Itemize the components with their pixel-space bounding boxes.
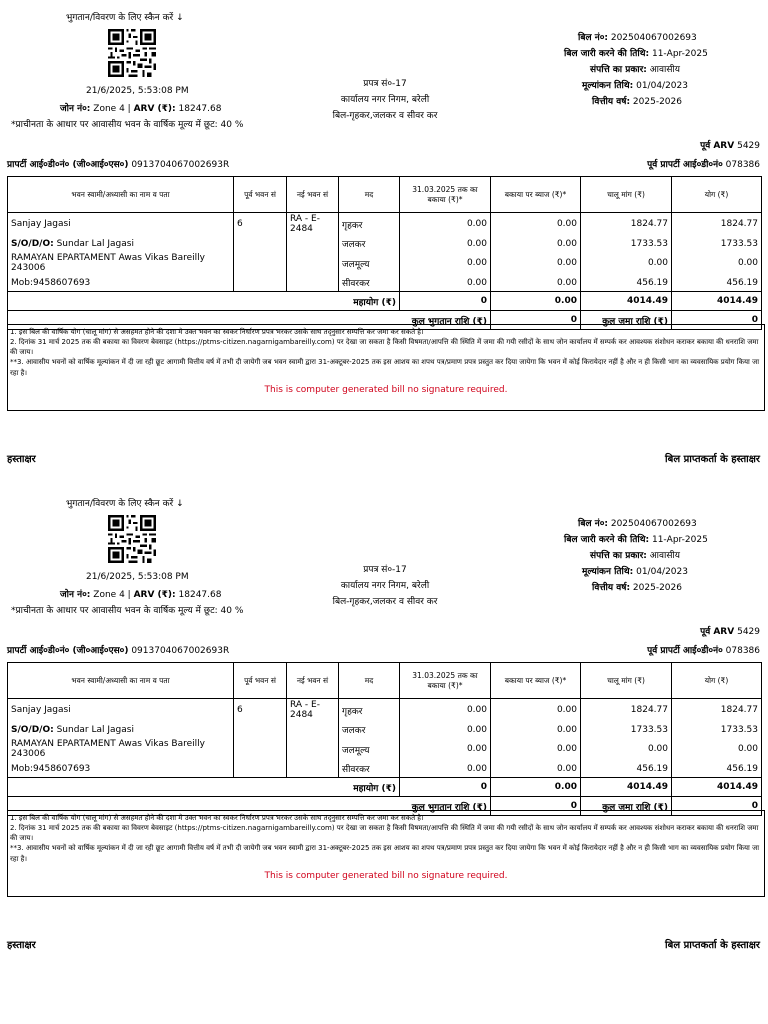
current-demand-cell: 456.19 bbox=[581, 760, 672, 778]
paid-value: 0 bbox=[491, 797, 581, 816]
owner-cell: S/O/D/O: Sundar Lal Jagasi bbox=[8, 721, 234, 738]
current-demand-cell: 1733.53 bbox=[581, 235, 672, 252]
form-number: प्रपत्र सं०-17 bbox=[363, 79, 407, 89]
column-header: भवन स्वामी/अध्यासी का नाम व पता bbox=[8, 177, 234, 213]
interest-cell: 0.00 bbox=[491, 235, 581, 252]
paid-label: कुल भुगतान राशि (₹) bbox=[8, 797, 491, 816]
scan-instruction: भुगतान/विवरण के लिए स्कैन करें ↓ bbox=[66, 499, 184, 509]
interest-cell: 0.00 bbox=[491, 699, 581, 722]
current-demand-cell: 1824.77 bbox=[581, 699, 672, 722]
signature-label: हस्ताक्षर bbox=[7, 940, 36, 951]
column-header: योग (₹) bbox=[672, 177, 762, 213]
interest-cell: 0.00 bbox=[491, 738, 581, 760]
new-number-cell bbox=[287, 235, 339, 252]
table-row bbox=[8, 235, 762, 252]
column-header: पूर्व भवन सं bbox=[234, 177, 287, 213]
arrow-down-icon: ↓ bbox=[176, 499, 184, 509]
grand-total-label: महायोग (₹) bbox=[8, 778, 400, 797]
item-cell: जलकर bbox=[339, 235, 400, 252]
grand-total: 4014.49 bbox=[672, 778, 762, 797]
previous-arv: पूर्व ARV 5429 bbox=[700, 627, 760, 637]
financial-year: वित्तीय वर्ष: 2025-2026 bbox=[592, 97, 682, 107]
old-number-cell bbox=[234, 252, 287, 274]
qr-code-icon[interactable] bbox=[106, 29, 158, 77]
paid-label: कुल भुगतान राशि (₹) bbox=[8, 311, 491, 330]
note-item: 2. दिनांक 31 मार्च 2025 तक की बकाया का विवरण बेवसाइट (https://ptms-citizen.nagarnigambareilly.com) पर देखा जा सकता है किसी विषमता/आपत्ति की स्थिति में जमा की गयी रसीदों के साथ जोन कार्यालय में सम्पर्क कर आवश्यक संशोधन कराकर बकाया की धनराशि जमा की जाय। bbox=[10, 824, 759, 843]
grand-arrear: 0 bbox=[400, 292, 491, 311]
previous-property-id: पूर्व प्रापर्टी आई०डी०नं० 078386 bbox=[647, 160, 760, 170]
item-cell: जलकर bbox=[339, 721, 400, 738]
total-cell: 456.19 bbox=[672, 274, 762, 292]
owner-cell: RAMAYAN EPARTAMENT Awas Vikas Bareilly 243006 bbox=[8, 738, 234, 760]
column-header: 31.03.2025 तक का बकाया (₹)* bbox=[400, 177, 491, 213]
new-number-cell: RA - E-2484 bbox=[287, 213, 339, 236]
item-cell: गृहकर bbox=[339, 213, 400, 236]
interest-cell: 0.00 bbox=[491, 721, 581, 738]
item-cell: जलमूल्य bbox=[339, 252, 400, 274]
new-number-cell bbox=[287, 252, 339, 274]
interest-cell: 0.00 bbox=[491, 274, 581, 292]
table-header bbox=[8, 177, 762, 213]
deposit-label: कुल जमा राशि (₹) bbox=[581, 311, 672, 330]
notes-box bbox=[7, 324, 765, 411]
owner-cell: RAMAYAN EPARTAMENT Awas Vikas Bareilly 243006 bbox=[8, 252, 234, 274]
bill-type: बिल-गृहकर,जलकर व सीवर कर bbox=[332, 597, 438, 607]
new-number-cell bbox=[287, 721, 339, 738]
computer-generated-note: This is computer generated bill no signature required. bbox=[264, 870, 508, 881]
table-row bbox=[8, 721, 762, 738]
column-header: भवन स्वामी/अध्यासी का नाम व पता bbox=[8, 663, 234, 699]
total-cell: 1733.53 bbox=[672, 235, 762, 252]
bill-copy bbox=[0, 0, 768, 486]
old-number-cell: 6 bbox=[234, 213, 287, 236]
arrow-down-icon: ↓ bbox=[176, 13, 184, 23]
scan-instruction: भुगतान/विवरण के लिए स्कैन करें ↓ bbox=[66, 13, 184, 23]
table-row bbox=[8, 274, 762, 292]
grand-total-label: महायोग (₹) bbox=[8, 292, 400, 311]
office-name: कार्यालय नगर निगम, बरेली bbox=[340, 581, 430, 591]
item-cell: सीवरकर bbox=[339, 274, 400, 292]
arrear-cell: 0.00 bbox=[400, 721, 491, 738]
issue-date: बिल जारी करने की तिथि: 11-Apr-2025 bbox=[564, 535, 708, 545]
new-number-cell bbox=[287, 738, 339, 760]
computer-generated-note: This is computer generated bill no signature required. bbox=[264, 384, 508, 395]
total-cell: 456.19 bbox=[672, 760, 762, 778]
discount-note: *प्राचीनता के आधार पर आवासीय भवन के वार्षिक मूल्य में छूट: 40 % bbox=[11, 606, 244, 616]
old-number-cell bbox=[234, 274, 287, 292]
old-number-cell: 6 bbox=[234, 699, 287, 722]
column-header: चालू मांग (₹) bbox=[581, 177, 672, 213]
old-number-cell bbox=[234, 721, 287, 738]
assessment-date: मूल्यांकन तिथि: 01/04/2023 bbox=[582, 81, 688, 91]
grand-arrear: 0 bbox=[400, 778, 491, 797]
current-demand-cell: 456.19 bbox=[581, 274, 672, 292]
old-number-cell bbox=[234, 738, 287, 760]
receiver-signature-label: बिल प्राप्तकर्ता के हस्ताक्षर bbox=[665, 940, 760, 951]
assessment-date: मूल्यांकन तिथि: 01/04/2023 bbox=[582, 567, 688, 577]
table-row bbox=[8, 738, 762, 760]
old-number-cell bbox=[234, 235, 287, 252]
column-header: 31.03.2025 तक का बकाया (₹)* bbox=[400, 663, 491, 699]
deposit-value: 0 bbox=[672, 311, 762, 330]
bill-copy bbox=[0, 486, 768, 972]
arrear-cell: 0.00 bbox=[400, 213, 491, 236]
financial-year: वित्तीय वर्ष: 2025-2026 bbox=[592, 583, 682, 593]
interest-cell: 0.00 bbox=[491, 760, 581, 778]
qr-code-icon[interactable] bbox=[106, 515, 158, 563]
bill-number: बिल नं०: 202504067002693 bbox=[578, 519, 697, 529]
owner-cell: Mob:9458607693 bbox=[8, 274, 234, 292]
print-datetime: 21/6/2025, 5:53:08 PM bbox=[86, 86, 189, 96]
total-cell: 1733.53 bbox=[672, 721, 762, 738]
zone-arv: जोन नं०: Zone 4 | ARV (₹): 18247.68 bbox=[60, 590, 222, 600]
grand-total: 4014.49 bbox=[672, 292, 762, 311]
total-cell: 0.00 bbox=[672, 738, 762, 760]
grand-interest: 0.00 bbox=[491, 292, 581, 311]
column-header: मद bbox=[339, 177, 400, 213]
bill-number: बिल नं०: 202504067002693 bbox=[578, 33, 697, 43]
previous-arv: पूर्व ARV 5429 bbox=[700, 141, 760, 151]
table-header bbox=[8, 663, 762, 699]
current-demand-cell: 0.00 bbox=[581, 738, 672, 760]
arrear-cell: 0.00 bbox=[400, 274, 491, 292]
signature-label: हस्ताक्षर bbox=[7, 454, 36, 465]
column-header: पूर्व भवन सं bbox=[234, 663, 287, 699]
table-row bbox=[8, 699, 762, 722]
current-demand-cell: 0.00 bbox=[581, 252, 672, 274]
column-header: बकाया पर ब्याज (₹)* bbox=[491, 663, 581, 699]
total-cell: 1824.77 bbox=[672, 699, 762, 722]
owner-cell: Sanjay Jagasi bbox=[8, 699, 234, 722]
property-type: संपत्ति का प्रकार: आवासीय bbox=[590, 551, 680, 561]
arrear-cell: 0.00 bbox=[400, 252, 491, 274]
interest-cell: 0.00 bbox=[491, 252, 581, 274]
owner-cell: Sanjay Jagasi bbox=[8, 213, 234, 236]
note-item: **3. आवासीय भवनों को वार्षिक मूल्यांकन में दी जा रही छूट आगामी वित्तीय वर्ष में तभी दी जायेगी जब भवन स्वामी द्वारा 31-अक्टूबर-2025 तक इस आशय का शपथ पत्र/प्रमाण प्रपत्र प्रस्तुत कर दिया जायेगा कि भवन में कोई किरायेदार नहीं है और न ही किसी भाग का व्यवसायिक प्रयोग किया जा रहा है। bbox=[10, 358, 760, 377]
bill-table bbox=[7, 176, 762, 330]
grand-total-row bbox=[8, 292, 762, 311]
item-cell: जलमूल्य bbox=[339, 738, 400, 760]
table-row bbox=[8, 760, 762, 778]
note-item: **3. आवासीय भवनों को वार्षिक मूल्यांकन में दी जा रही छूट आगामी वित्तीय वर्ष में तभी दी जायेगी जब भवन स्वामी द्वारा 31-अक्टूबर-2025 तक इस आशय का शपथ पत्र/प्रमाण प्रपत्र प्रस्तुत कर दिया जायेगा कि भवन में कोई किरायेदार नहीं है और न ही किसी भाग का व्यवसायिक प्रयोग किया जा रहा है। bbox=[10, 844, 760, 863]
zone-arv: जोन नं०: Zone 4 | ARV (₹): 18247.68 bbox=[60, 104, 222, 114]
interest-cell: 0.00 bbox=[491, 213, 581, 236]
current-demand-cell: 1824.77 bbox=[581, 213, 672, 236]
office-name: कार्यालय नगर निगम, बरेली bbox=[340, 95, 430, 105]
discount-note: *प्राचीनता के आधार पर आवासीय भवन के वार्षिक मूल्य में छूट: 40 % bbox=[11, 120, 244, 130]
deposit-label: कुल जमा राशि (₹) bbox=[581, 797, 672, 816]
old-number-cell bbox=[234, 760, 287, 778]
column-header: चालू मांग (₹) bbox=[581, 663, 672, 699]
receiver-signature-label: बिल प्राप्तकर्ता के हस्ताक्षर bbox=[665, 454, 760, 465]
grand-interest: 0.00 bbox=[491, 778, 581, 797]
note-item: 2. दिनांक 31 मार्च 2025 तक की बकाया का विवरण बेवसाइट (https://ptms-citizen.nagarnigambareilly.com) पर देखा जा सकता है किसी विषमता/आपत्ति की स्थिति में जमा की गयी रसीदों के साथ जोन कार्यालय में सम्पर्क कर आवश्यक संशोधन कराकर बकाया की धनराशि जमा की जाय। bbox=[10, 338, 759, 357]
column-header: योग (₹) bbox=[672, 663, 762, 699]
arrear-cell: 0.00 bbox=[400, 235, 491, 252]
column-header: नई भवन सं bbox=[287, 177, 339, 213]
item-cell: सीवरकर bbox=[339, 760, 400, 778]
print-datetime: 21/6/2025, 5:53:08 PM bbox=[86, 572, 189, 582]
item-cell: गृहकर bbox=[339, 699, 400, 722]
column-header: मद bbox=[339, 663, 400, 699]
notes-box bbox=[7, 810, 765, 897]
property-type: संपत्ति का प्रकार: आवासीय bbox=[590, 65, 680, 75]
grand-current: 4014.49 bbox=[581, 778, 672, 797]
grand-total-row bbox=[8, 778, 762, 797]
table-row bbox=[8, 252, 762, 274]
new-number-cell: RA - E-2484 bbox=[287, 699, 339, 722]
total-cell: 1824.77 bbox=[672, 213, 762, 236]
issue-date: बिल जारी करने की तिथि: 11-Apr-2025 bbox=[564, 49, 708, 59]
note-item: 1. इस बिल की वार्षिक योग (चालू मांग) से असहमत होने की दशा मे उक्त भवन का स्वकर निर्धारण प्रपत्र भरकर उसके साथ तद्नुसार सम्पत्ति कर जमा कर सकते है। bbox=[10, 328, 424, 336]
bill-table bbox=[7, 662, 762, 816]
property-id: प्रापर्टी आई०डी०नं० (जी०आई०एस०) 0913704067002693R bbox=[7, 646, 230, 656]
column-header: बकाया पर ब्याज (₹)* bbox=[491, 177, 581, 213]
property-id: प्रापर्टी आई०डी०नं० (जी०आई०एस०) 0913704067002693R bbox=[7, 160, 230, 170]
arrear-cell: 0.00 bbox=[400, 760, 491, 778]
paid-value: 0 bbox=[491, 311, 581, 330]
new-number-cell bbox=[287, 760, 339, 778]
bill-type: बिल-गृहकर,जलकर व सीवर कर bbox=[332, 111, 438, 121]
table-row bbox=[8, 213, 762, 236]
current-demand-cell: 1733.53 bbox=[581, 721, 672, 738]
new-number-cell bbox=[287, 274, 339, 292]
arrear-cell: 0.00 bbox=[400, 699, 491, 722]
total-cell: 0.00 bbox=[672, 252, 762, 274]
arrear-cell: 0.00 bbox=[400, 738, 491, 760]
deposit-value: 0 bbox=[672, 797, 762, 816]
column-header: नई भवन सं bbox=[287, 663, 339, 699]
previous-property-id: पूर्व प्रापर्टी आई०डी०नं० 078386 bbox=[647, 646, 760, 656]
grand-current: 4014.49 bbox=[581, 292, 672, 311]
note-item: 1. इस बिल की वार्षिक योग (चालू मांग) से असहमत होने की दशा मे उक्त भवन का स्वकर निर्धारण प्रपत्र भरकर उसके साथ तद्नुसार सम्पत्ति कर जमा कर सकते है। bbox=[10, 814, 424, 822]
form-number: प्रपत्र सं०-17 bbox=[363, 565, 407, 575]
owner-cell: S/O/D/O: Sundar Lal Jagasi bbox=[8, 235, 234, 252]
owner-cell: Mob:9458607693 bbox=[8, 760, 234, 778]
